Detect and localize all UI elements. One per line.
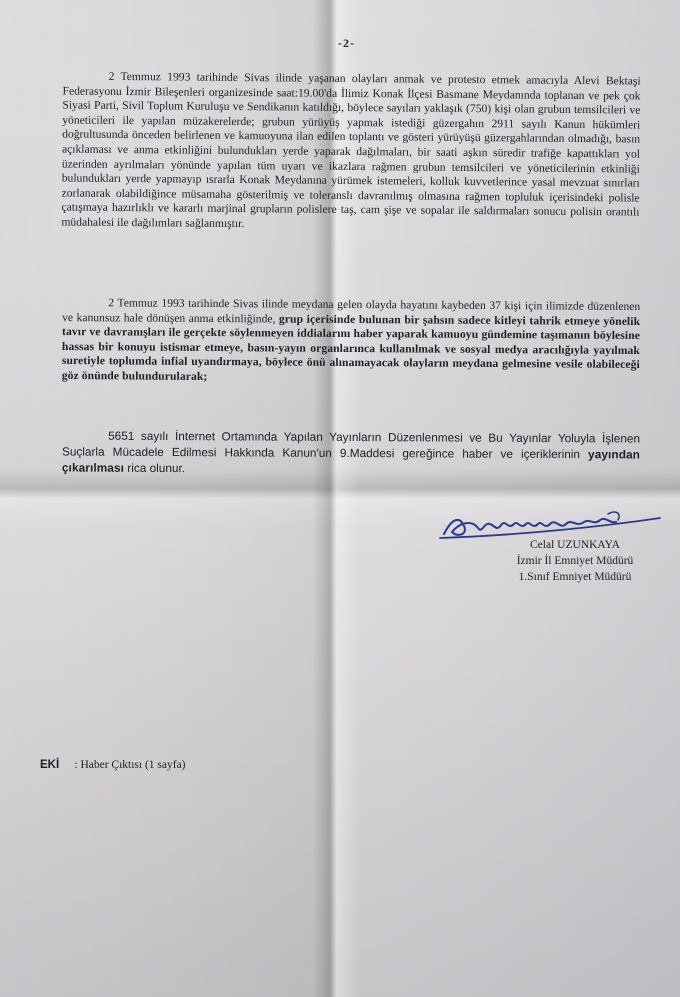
signatory-rank: 1.Sınıf Emniyet Müdürü — [518, 571, 632, 583]
page-number: -2- — [338, 36, 355, 50]
paragraph-event-summary-text: 2 Temmuz 1993 tarihinde Sivas ilinde yaşanan olayları anmak ve protesto etmek amacıyla Alevi Bektaşi Federasyonu İzmir Bileşenleri organizesinde saat:19.00'da İlimiz Konak İlçesi Basmane Meydanında toplanan ve pek çok Siyasi Parti, Sivil Toplum Kuruluşu ve Sendikanın katıldığı, böylece sayıları yaklaşık (750) kişi olan grubun temsilcileri ve yöneticileri ile yapılan müzakerelerde; grubun yürüyüş yapmak istediği güzergahın 2911 sayılı Kanun hükümleri doğrultusunda önceden belirlenen ve kamuoyuna ilan edilen toplantı ve gösteri yürüyüşü güzergahlarından olmadığı, basın açıklaması ve anma etkinliğini bulundukları yerde yaparak dağılmaları, bir saati aşkın süredir trafiğe kapattıkları yol üzerinden ayrılmaları yönünde yapılan tüm uyarı ve ikazlara rağmen grubun temsilcileri ve yöneticilerinin etkinliği bulundukları yerde yapmayıp ısrarla Konak Meydanına yürümek istemeleri, kolluk kuvvetlerince yasal mevzuat sınırları zorlanarak olabildiğince müsamaha gösterilmiş ve toleranslı davranılmış olmasına rağmen topluluk içerisindeki polisle çatışmaya hazırlıklı ve kararlı marjinal grupların polislere taş, cam şişe ve sopalar ile saldırmaları sonucu polisin orantılı müdahalesi ile dağılımları sağlanmıştır. — [61, 69, 641, 231]
signatory-title: İzmir İl Emniyet Müdürü — [516, 555, 634, 567]
paragraph-request-end: rica olunur. — [127, 460, 186, 476]
signature-block — [436, 508, 666, 598]
handwritten-signature — [438, 508, 664, 542]
paragraph-request — [62, 427, 640, 478]
paragraph-assessment-intro: 2 Temmuz 1993 tarihinde Sivas ilinde meydana gelen olayda hayatını kaybeden 37 kişi için ilimizde düzenlenen ve kanunsuz hale dönüşen anma etkinliğinde, — [62, 296, 641, 326]
paragraph-request-start: 5651 sayılı İnternet Ortamında Yapılan Yayınların Düzenlenmesi ve Bu Yayınlar Yoluyla İşlenen Suçlarla Mücadele Edilmesi Hakkında Kanun'un 9.Maddesi gereğince haber ve içeriklerinin — [61, 428, 641, 462]
attachment-line — [40, 759, 186, 771]
attachment-label: EKİ — [40, 759, 60, 771]
paragraph-assessment-bold: grup içerisinde bulunan bir şahsın sadece kitleyi tahrik etmeye yönelik tavır ve davranışları ile gerçekte söylenmeyen iddialarını haber yaparak kamuoyu gündemine taşımanın böylesine hassas bir konuyu istismar etmeye, basın-yayın organlarınca kullanılmak ve sosyal medya aracılığıyla yayılmak suretiyle toplumda infial uyandırmaya, böylece önü alınamayacak olayların meydana gelmesine vesile olabileceği göz önünde bulundurularak; — [61, 312, 641, 383]
paragraph-event-summary — [61, 69, 640, 235]
signatory-name: Celal UZUNKAYA — [530, 539, 620, 551]
attachment-text: : Haber Çıktısı (1 sayfa) — [74, 759, 186, 771]
paragraph-request-bold: yayından çıkarılması — [61, 447, 641, 475]
paragraph-assessment — [62, 296, 641, 388]
